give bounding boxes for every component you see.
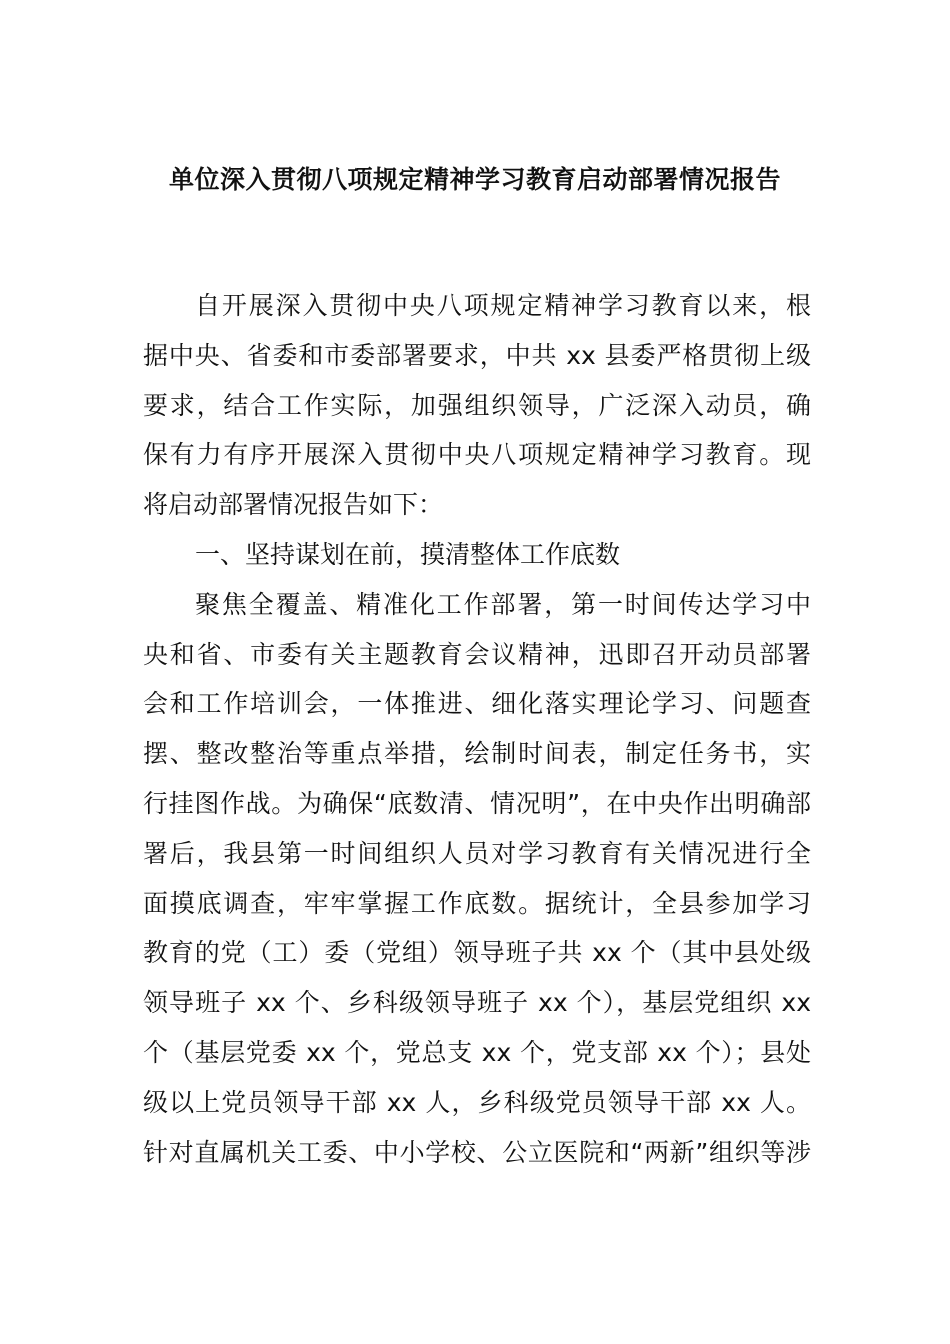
paragraph-line: 将启动部署情况报告如下： [143,490,444,520]
paragraph-line: 面摸底调查，牢牢掌握工作底数。据统计，全县参加学习 [143,888,811,918]
paragraph-line: 行挂图作战。为确保“底数清、情况明”，在中央作出明确部 [143,788,811,818]
paragraph-line: 教育的党（工）委（党组）领导班子共 xx 个（其中县处级 [143,938,811,968]
paragraph-line: 央和省、市委有关主题教育会议精神，迅即召开动员部署 [143,639,811,669]
paragraph-line: 据中央、省委和市委部署要求，中共 xx 县委严格贯彻上级 [143,340,811,370]
document-body [143,281,811,1177]
paragraph-line: 级以上党员领导干部 xx 人，乡科级党员领导干部 xx 人。 [143,1087,811,1117]
paragraph-line: 聚焦全覆盖、精准化工作部署，第一时间传达学习中 [195,589,811,619]
paragraph-line: 个（基层党委 xx 个，党总支 xx 个，党支部 xx 个）；县处 [143,1037,811,1067]
paragraph-line: 领导班子 xx 个、乡科级领导班子 xx 个），基层党组织 xx [143,988,811,1018]
document-title: 单位深入贯彻八项规定精神学习教育启动部署情况报告 [168,165,781,194]
paragraph-line: 保有力有序开展深入贯彻中央八项规定精神学习教育。现 [143,440,811,470]
paragraph-line: 针对直属机关工委、中小学校、公立医院和“两新”组织等涉 [143,1137,811,1167]
paragraph-line: 会和工作培训会，一体推进、细化落实理论学习、问题查 [143,689,811,719]
paragraph-line: 自开展深入贯彻中央八项规定精神学习教育以来，根 [195,291,811,320]
section-heading: 一、坚持谋划在前，摸清整体工作底数 [195,539,621,569]
paragraph-line: 署后，我县第一时间组织人员对学习教育有关情况进行全 [143,838,811,868]
paragraph-line: 摆、整改整治等重点举措，绘制时间表，制定任务书，实 [143,739,811,769]
paragraph-line: 要求，结合工作实际，加强组织领导，广泛深入动员，确 [143,390,811,420]
